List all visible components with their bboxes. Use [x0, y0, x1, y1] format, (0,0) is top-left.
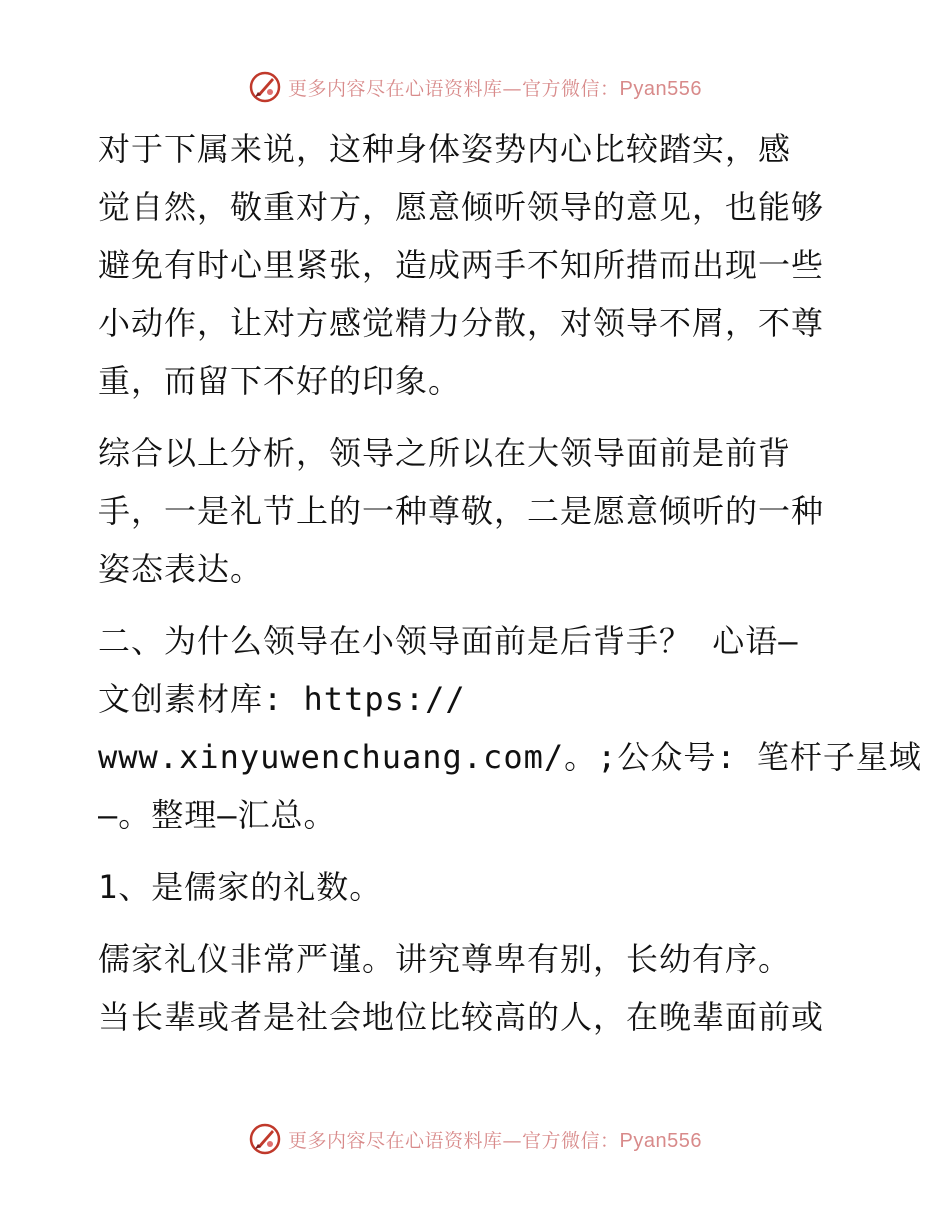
paragraph-2: [98, 424, 850, 598]
paragraph-1: [98, 120, 850, 410]
text-line: 觉自然，敬重对方，愿意倾听领导的意见，也能够: [98, 188, 825, 226]
header-banner-wechat-id: Pyan556: [619, 77, 702, 100]
paragraph-3-heading: [98, 612, 922, 844]
footer-banner-title: 更多内容尽在心语资料库: [288, 1129, 503, 1152]
text-line: —。整理—汇总。: [98, 796, 337, 834]
quill-pen-logo-icon: [248, 70, 282, 104]
document-body: [98, 120, 922, 1060]
footer-banner-wechat-label: 官方微信：: [522, 1129, 620, 1152]
text-line: 小动作，让对方感觉精力分散，对领导不屑，不尊: [98, 304, 825, 342]
header-banner-title: 更多内容尽在心语资料库: [288, 77, 503, 100]
text-line: 二、为什么领导在小领导面前是后背手？ 心语—: [98, 622, 799, 660]
text-line: 对于下属来说，这种身体姿势内心比较踏实，感: [98, 130, 792, 168]
text-line: 姿态表达。: [98, 550, 264, 588]
text-line: 综合以上分析，领导之所以在大领导面前是前背: [98, 434, 792, 472]
footer-banner-wechat-id: Pyan556: [619, 1129, 702, 1152]
header-banner: [0, 70, 950, 104]
footer-banner-text: [288, 1126, 702, 1153]
quill-pen-logo-icon: [248, 1122, 282, 1156]
text-line: 重，而留下不好的印象。: [98, 362, 462, 400]
text-line: 手，一是礼节上的一种尊敬，二是愿意倾听的一种: [98, 492, 825, 530]
header-banner-text: [288, 74, 702, 101]
header-banner-wechat-label: 官方微信：: [522, 77, 620, 100]
text-line: 文创素材库: https://: [98, 680, 466, 718]
text-line: 避免有时心里紧张，造成两手不知所措而出现一些: [98, 246, 825, 284]
paragraph-4-subheading: [98, 858, 850, 916]
paragraph-5: [98, 930, 850, 1046]
text-line: 当长辈或者是社会地位比较高的人，在晚辈面前或: [98, 998, 825, 1036]
text-line: 儒家礼仪非常严谨。讲究尊卑有别，长幼有序。: [98, 940, 792, 978]
text-line: www.xinyuwenchuang.com/。;公众号: 笔杆子星域: [98, 738, 922, 776]
footer-banner-separator: —: [502, 1129, 523, 1152]
text-line: 1、是儒家的礼数。: [98, 868, 383, 906]
footer-banner: [0, 1122, 950, 1156]
header-banner-separator: —: [502, 77, 523, 100]
